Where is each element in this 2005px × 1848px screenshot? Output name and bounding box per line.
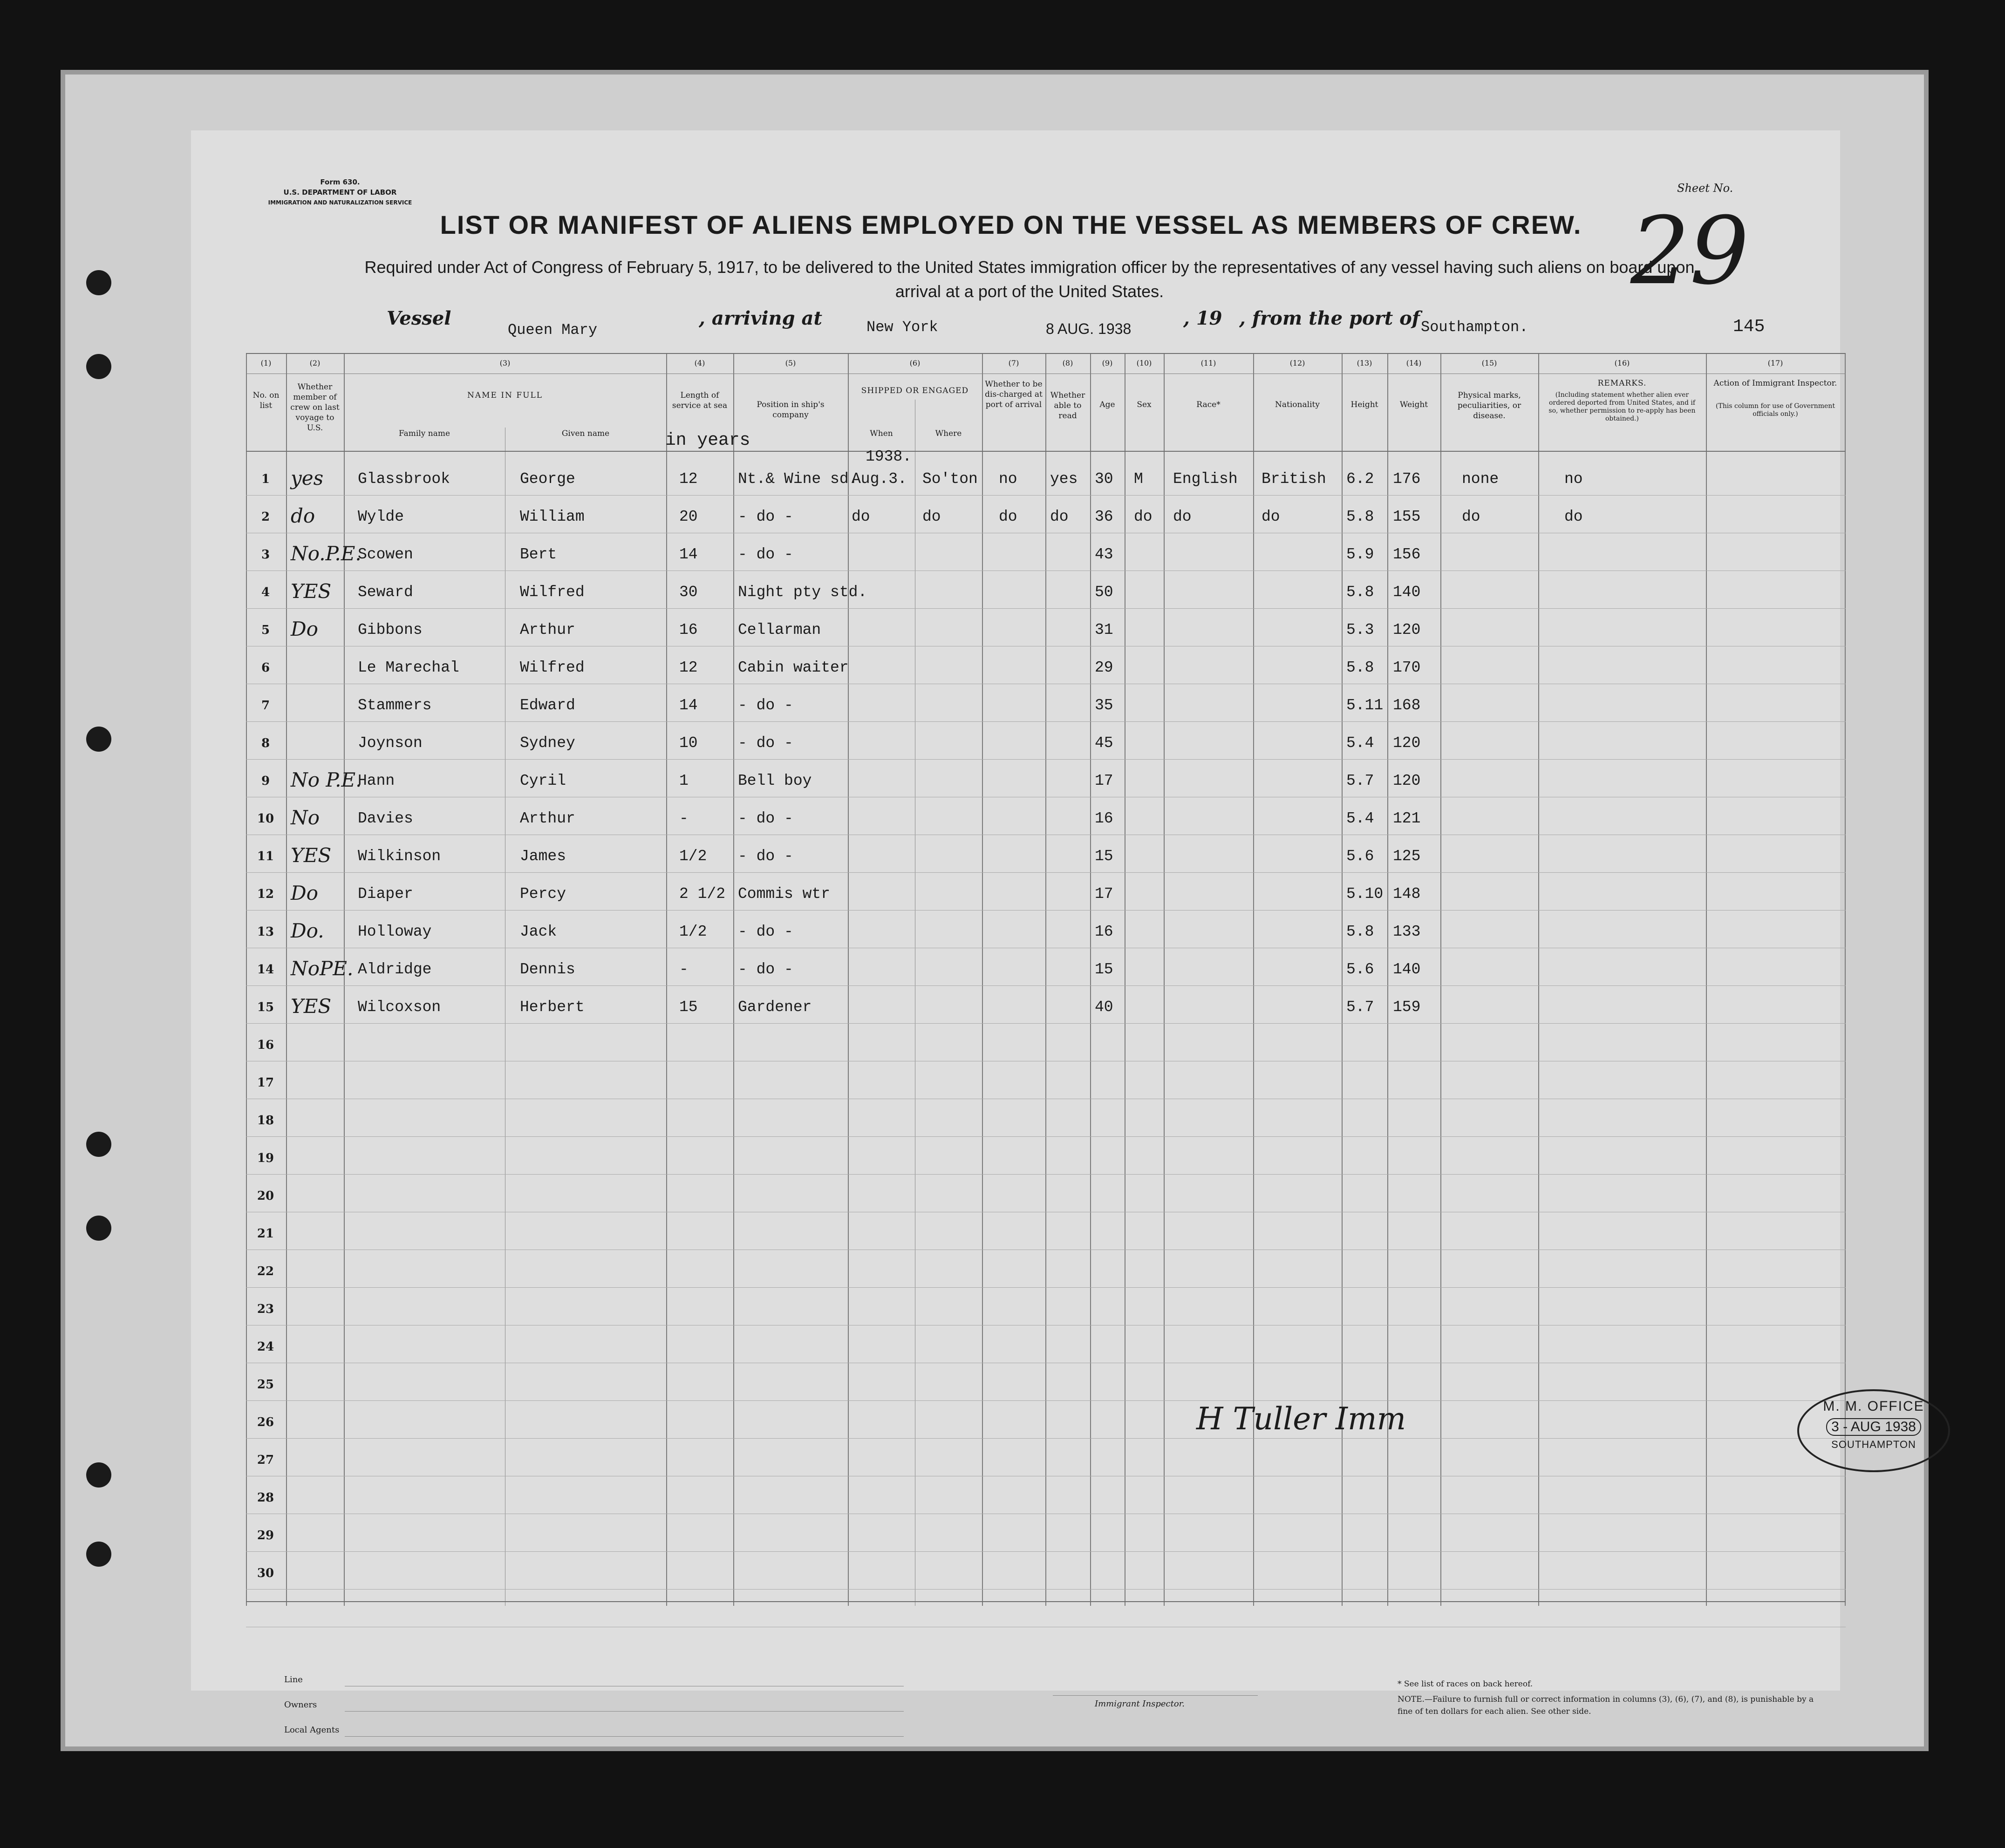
binder-hole bbox=[86, 1462, 111, 1488]
position-cell: - do - bbox=[738, 508, 793, 525]
given-name-cell: Sydney bbox=[520, 734, 575, 752]
col-header-remarks-note: (Including statement whether alien ever ordered deported from United States, and if so, whether permission to re-apply has been obtained.) bbox=[1548, 391, 1696, 422]
given-name-cell: Arthur bbox=[520, 621, 575, 639]
row-number: 26 bbox=[257, 1415, 274, 1429]
col-header-age: Age bbox=[1099, 400, 1115, 409]
col-header-family: Family name bbox=[398, 429, 450, 438]
family-name-cell: Holloway bbox=[358, 923, 432, 940]
footer-line-label: Line bbox=[284, 1675, 303, 1685]
sex-cell: do bbox=[1134, 508, 1153, 525]
col-header-discharged: Whether to be dis-charged at port of arrival bbox=[985, 380, 1043, 409]
binder-hole bbox=[86, 1542, 111, 1567]
position-cell: Cellarman bbox=[738, 621, 821, 639]
service-unit: in years bbox=[665, 430, 750, 450]
row-number: 29 bbox=[257, 1529, 274, 1542]
position-cell: Commis wtr bbox=[738, 885, 831, 903]
col-num-12: (12) bbox=[1289, 359, 1305, 367]
row-number: 22 bbox=[257, 1264, 274, 1278]
col-header-action: Action of Immigrant Inspector. bbox=[1713, 379, 1837, 388]
col-num-11: (11) bbox=[1200, 359, 1216, 367]
row-number: 7 bbox=[261, 699, 270, 713]
family-name-cell: Hann bbox=[358, 772, 395, 789]
height-cell: 6.2 bbox=[1346, 470, 1374, 488]
family-name-cell: Davies bbox=[358, 810, 413, 827]
service-years-cell: 15 bbox=[679, 999, 698, 1016]
row-number: 30 bbox=[257, 1566, 274, 1580]
remarks-cell: do bbox=[1564, 508, 1583, 525]
service-years-cell: - bbox=[679, 961, 689, 978]
service-years-cell: 2 1/2 bbox=[679, 885, 726, 903]
footer-race-note: * See list of races on back hereof. bbox=[1398, 1679, 1533, 1689]
row-number: 27 bbox=[257, 1453, 274, 1467]
row-number: 18 bbox=[257, 1114, 274, 1128]
stamp-location: SOUTHAMPTON bbox=[1831, 1439, 1916, 1450]
col-num-7: (7) bbox=[1008, 359, 1019, 367]
given-name-cell: Edward bbox=[520, 697, 575, 714]
vessel-name: Queen Mary bbox=[508, 321, 598, 339]
given-name-cell: Herbert bbox=[520, 999, 585, 1016]
col-header-position: Position in ship's company bbox=[757, 400, 825, 420]
height-cell: 5.7 bbox=[1346, 772, 1374, 789]
family-name-cell: Seward bbox=[358, 584, 413, 601]
age-cell: 36 bbox=[1095, 508, 1113, 525]
family-name-cell: Le Marechal bbox=[358, 659, 459, 676]
shipped-where-cell: do bbox=[922, 508, 941, 525]
height-cell: 5.3 bbox=[1346, 621, 1374, 639]
page-title: LIST OR MANIFEST OF ALIENS EMPLOYED ON THE VESSEL AS MEMBERS OF CREW. bbox=[440, 210, 1582, 239]
given-name-cell: James bbox=[520, 848, 566, 865]
height-cell: 5.9 bbox=[1346, 546, 1374, 563]
row-number: 6 bbox=[261, 661, 270, 675]
service-years-cell: 12 bbox=[679, 470, 698, 488]
weight-cell: 140 bbox=[1393, 584, 1421, 601]
row-number: 11 bbox=[257, 849, 274, 863]
page-subtitle: Required under Act of Congress of February 5, 1917, to be delivered to the United States immigration officer by the representatives of any vessel having such aliens on board upon arrival at a port of the United States. bbox=[364, 258, 1695, 301]
height-cell: 5.4 bbox=[1346, 734, 1374, 752]
height-cell: 5.8 bbox=[1346, 923, 1374, 940]
marks-cell: none bbox=[1462, 470, 1499, 488]
sheet-number: 29 bbox=[1630, 197, 1749, 306]
row-number: 4 bbox=[261, 585, 270, 599]
sheet-no-label: Sheet No. bbox=[1677, 182, 1733, 195]
binder-hole bbox=[86, 1132, 111, 1157]
given-name-cell: Arthur bbox=[520, 810, 575, 827]
service-name: IMMIGRATION AND NATURALIZATION SERVICE bbox=[268, 199, 412, 206]
crew-cell: NoPE. bbox=[291, 957, 354, 980]
col-num-9: (9) bbox=[1102, 359, 1113, 367]
footer-penalty-note: NOTE.—Failure to furnish full or correct information in columns (3), (6), (7), and (8), is punishable by a fine of ten dollars for each alien. See other side. bbox=[1398, 1695, 1814, 1716]
arrival-port: New York bbox=[866, 319, 938, 336]
given-name-cell: Wilfred bbox=[520, 659, 585, 676]
col-num-6: (6) bbox=[909, 359, 921, 367]
row-number: 21 bbox=[257, 1227, 274, 1241]
col-header-service: Length of service at sea bbox=[672, 391, 728, 410]
col-num-13: (13) bbox=[1357, 359, 1372, 367]
row-number: 16 bbox=[257, 1038, 274, 1052]
weight-cell: 140 bbox=[1393, 961, 1421, 978]
position-cell: Bell boy bbox=[738, 772, 812, 789]
service-years-cell: 16 bbox=[679, 621, 698, 639]
row-number: 20 bbox=[257, 1189, 274, 1203]
col-header-crew: Whether member of crew on last voyage to U.S. bbox=[290, 382, 340, 433]
height-cell: 5.6 bbox=[1346, 961, 1374, 978]
race-cell: do bbox=[1173, 508, 1192, 525]
service-years-cell: 1/2 bbox=[679, 848, 707, 865]
weight-cell: 120 bbox=[1393, 621, 1421, 639]
row-number: 8 bbox=[261, 736, 270, 750]
row-number: 19 bbox=[257, 1151, 274, 1165]
crew-cell: No P.E. bbox=[291, 768, 362, 791]
weight-cell: 133 bbox=[1393, 923, 1421, 940]
shipped-where-cell: So'ton bbox=[922, 470, 978, 488]
weight-cell: 159 bbox=[1393, 999, 1421, 1016]
age-cell: 29 bbox=[1095, 659, 1113, 676]
footer-agents-label: Local Agents bbox=[284, 1725, 340, 1735]
family-name-cell: Glassbrook bbox=[358, 470, 450, 488]
row-number: 2 bbox=[261, 510, 270, 524]
service-years-cell: 1/2 bbox=[679, 923, 707, 940]
row-number: 3 bbox=[261, 548, 270, 562]
from-port-label: , from the port of bbox=[1239, 307, 1420, 329]
row-number: 14 bbox=[257, 963, 274, 977]
row-number: 5 bbox=[261, 623, 270, 637]
inspector-signature: H Tuller Imm bbox=[1196, 1401, 1406, 1437]
col-header-no: No. on list bbox=[252, 391, 280, 410]
crew-cell: Do bbox=[291, 882, 318, 904]
crew-cell: YES bbox=[291, 580, 332, 603]
position-cell: Gardener bbox=[738, 999, 812, 1016]
col-num-1: (1) bbox=[260, 359, 272, 367]
family-name-cell: Joynson bbox=[358, 734, 423, 752]
remarks-cell: no bbox=[1564, 470, 1583, 488]
position-cell: - do - bbox=[738, 697, 793, 714]
height-cell: 5.4 bbox=[1346, 810, 1374, 827]
service-years-cell: 14 bbox=[679, 697, 698, 714]
page-number: 145 bbox=[1733, 317, 1765, 337]
family-name-cell: Diaper bbox=[358, 885, 413, 903]
service-years-cell: 10 bbox=[679, 734, 698, 752]
col-num-16: (16) bbox=[1614, 359, 1630, 367]
department-name: U.S. DEPARTMENT OF LABOR bbox=[283, 188, 397, 197]
position-cell: - do - bbox=[738, 810, 793, 827]
age-cell: 35 bbox=[1095, 697, 1113, 714]
vessel-label: Vessel bbox=[387, 307, 451, 329]
footer-inspector-label: Immigrant Inspector. bbox=[1095, 1699, 1185, 1709]
col-header-shipped: SHIPPED OR ENGAGED bbox=[861, 386, 969, 395]
crew-manifest-table bbox=[246, 353, 1924, 1606]
position-cell: - do - bbox=[738, 734, 793, 752]
nationality-cell: British bbox=[1262, 470, 1326, 488]
footer-owners-label: Owners bbox=[284, 1700, 317, 1710]
col-header-read: Whether able to read bbox=[1050, 391, 1085, 421]
form-number: Form 630. bbox=[320, 178, 360, 186]
given-name-cell: Wilfred bbox=[520, 584, 585, 601]
given-name-cell: Jack bbox=[520, 923, 557, 940]
weight-cell: 120 bbox=[1393, 772, 1421, 789]
crew-cell: Do. bbox=[291, 919, 324, 942]
weight-cell: 176 bbox=[1393, 470, 1421, 488]
arriving-label: , arriving at bbox=[699, 307, 822, 329]
age-cell: 50 bbox=[1095, 584, 1113, 601]
col-header-where: Where bbox=[935, 429, 962, 438]
binder-hole bbox=[86, 270, 111, 295]
given-name-cell: William bbox=[520, 508, 585, 525]
col-num-15: (15) bbox=[1481, 359, 1497, 367]
read-cell: yes bbox=[1050, 470, 1078, 488]
crew-cell: No.P.E. bbox=[291, 542, 361, 565]
family-name-cell: Gibbons bbox=[358, 621, 423, 639]
weight-cell: 155 bbox=[1393, 508, 1421, 525]
age-cell: 15 bbox=[1095, 961, 1113, 978]
age-cell: 15 bbox=[1095, 848, 1113, 865]
given-name-cell: Bert bbox=[520, 546, 557, 563]
crew-cell: Do bbox=[291, 618, 318, 640]
service-years-cell: - bbox=[679, 810, 689, 827]
family-name-cell: Aldridge bbox=[358, 961, 432, 978]
position-cell: - do - bbox=[738, 923, 793, 940]
service-years-cell: 20 bbox=[679, 508, 698, 525]
height-cell: 5.11 bbox=[1346, 697, 1384, 714]
row-number: 15 bbox=[257, 1000, 274, 1014]
service-years-cell: 12 bbox=[679, 659, 698, 676]
form-identifier bbox=[261, 177, 419, 208]
discharged-cell: do bbox=[999, 508, 1017, 525]
row-number: 17 bbox=[257, 1076, 274, 1090]
read-cell: do bbox=[1050, 508, 1069, 525]
position-cell: Cabin waiter bbox=[738, 659, 849, 676]
height-cell: 5.7 bbox=[1346, 999, 1374, 1016]
service-years-cell: 14 bbox=[679, 546, 698, 563]
age-cell: 40 bbox=[1095, 999, 1113, 1016]
stamp-date: 3 - AUG 1938 bbox=[1826, 1418, 1921, 1436]
height-cell: 5.8 bbox=[1346, 584, 1374, 601]
weight-cell: 121 bbox=[1393, 810, 1421, 827]
shipped-when-cell: Aug.3. bbox=[852, 470, 907, 488]
age-cell: 43 bbox=[1095, 546, 1113, 563]
row-number: 25 bbox=[257, 1378, 274, 1392]
height-cell: 5.8 bbox=[1346, 659, 1374, 676]
service-years-cell: 30 bbox=[679, 584, 698, 601]
shipped-when-cell: do bbox=[852, 508, 870, 525]
col-header-marks: Physical marks, peculiarities, or disease. bbox=[1457, 391, 1521, 421]
col-header-race: Race* bbox=[1196, 400, 1221, 409]
age-cell: 31 bbox=[1095, 621, 1113, 639]
weight-cell: 170 bbox=[1393, 659, 1421, 676]
height-cell: 5.6 bbox=[1346, 848, 1374, 865]
age-cell: 17 bbox=[1095, 885, 1113, 903]
weight-cell: 168 bbox=[1393, 697, 1421, 714]
col-header-name: NAME IN FULL bbox=[467, 391, 543, 400]
col-num-2: (2) bbox=[309, 359, 321, 367]
weight-cell: 148 bbox=[1393, 885, 1421, 903]
col-header-when: When bbox=[870, 429, 893, 438]
col-num-8: (8) bbox=[1062, 359, 1073, 367]
position-cell: - do - bbox=[738, 546, 793, 563]
row-number: 28 bbox=[257, 1491, 274, 1505]
age-cell: 17 bbox=[1095, 772, 1113, 789]
row-number: 24 bbox=[257, 1340, 274, 1354]
binder-hole bbox=[86, 354, 111, 379]
col-header-height: Height bbox=[1350, 400, 1378, 409]
binder-hole bbox=[86, 1216, 111, 1241]
position-cell: Night pty std. bbox=[738, 584, 867, 601]
row-number: 12 bbox=[257, 887, 274, 901]
family-name-cell: Stammers bbox=[358, 697, 432, 714]
given-name-cell: Percy bbox=[520, 885, 566, 903]
row-number: 23 bbox=[257, 1302, 274, 1316]
given-name-cell: George bbox=[520, 470, 575, 488]
row-number: 13 bbox=[257, 925, 274, 939]
race-cell: English bbox=[1173, 470, 1238, 488]
weight-cell: 156 bbox=[1393, 546, 1421, 563]
crew-cell: yes bbox=[291, 467, 324, 489]
family-name-cell: Scowen bbox=[358, 546, 413, 563]
col-header-nationality: Nationality bbox=[1275, 400, 1320, 409]
position-cell: Nt.& Wine sd. bbox=[738, 470, 858, 488]
crew-cell: do bbox=[291, 504, 315, 527]
row-number: 1 bbox=[261, 472, 270, 486]
arrival-date: 8 AUG. 1938 bbox=[1046, 320, 1132, 337]
col-num-10: (10) bbox=[1136, 359, 1152, 367]
binder-hole bbox=[86, 727, 111, 752]
marks-cell: do bbox=[1462, 508, 1480, 525]
given-name-cell: Dennis bbox=[520, 961, 575, 978]
height-cell: 5.8 bbox=[1346, 508, 1374, 525]
departure-port: Southampton. bbox=[1421, 319, 1528, 336]
col-header-weight: Weight bbox=[1399, 400, 1428, 409]
service-years-cell: 1 bbox=[679, 772, 689, 789]
row-number: 10 bbox=[257, 812, 274, 826]
position-cell: - do - bbox=[738, 848, 793, 865]
weight-cell: 120 bbox=[1393, 734, 1421, 752]
col-header-remarks: REMARKS. bbox=[1597, 379, 1647, 388]
stamp-office: M. M. OFFICE bbox=[1823, 1399, 1924, 1414]
given-name-cell: Cyril bbox=[520, 772, 566, 789]
age-cell: 30 bbox=[1095, 470, 1113, 488]
col-header-action-note: (This column for use of Government officials only.) bbox=[1716, 402, 1835, 418]
col-num-14: (14) bbox=[1406, 359, 1422, 367]
col-num-3: (3) bbox=[499, 359, 511, 367]
nationality-cell: do bbox=[1262, 508, 1280, 525]
discharged-cell: no bbox=[999, 470, 1017, 488]
sex-cell: M bbox=[1134, 470, 1143, 488]
family-name-cell: Wilkinson bbox=[358, 848, 441, 865]
col-header-sex: Sex bbox=[1137, 400, 1152, 409]
height-cell: 5.10 bbox=[1346, 885, 1384, 903]
col-num-5: (5) bbox=[785, 359, 796, 367]
crew-cell: No bbox=[291, 806, 320, 829]
shipped-year: 1938. bbox=[866, 448, 912, 465]
age-cell: 45 bbox=[1095, 734, 1113, 752]
mm-office-stamp bbox=[1797, 1389, 1950, 1472]
year-label: , 19 bbox=[1183, 307, 1222, 329]
col-num-17: (17) bbox=[1767, 359, 1783, 367]
age-cell: 16 bbox=[1095, 810, 1113, 827]
age-cell: 16 bbox=[1095, 923, 1113, 940]
position-cell: - do - bbox=[738, 961, 793, 978]
family-name-cell: Wilcoxson bbox=[358, 999, 441, 1016]
crew-cell: YES bbox=[291, 844, 332, 867]
weight-cell: 125 bbox=[1393, 848, 1421, 865]
col-num-4: (4) bbox=[694, 359, 705, 367]
row-number: 9 bbox=[261, 774, 270, 788]
crew-cell: YES bbox=[291, 995, 332, 1018]
family-name-cell: Wylde bbox=[358, 508, 404, 525]
col-header-given: Given name bbox=[561, 429, 610, 438]
